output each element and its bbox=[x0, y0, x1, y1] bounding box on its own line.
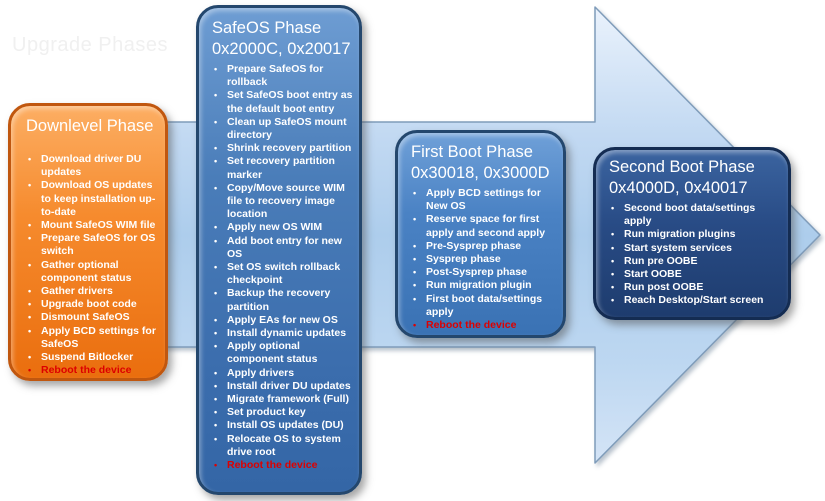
phase-item: • Apply new OS WIM bbox=[214, 221, 323, 234]
bullet-icon: • bbox=[214, 420, 218, 431]
bullet-icon: • bbox=[214, 341, 218, 352]
bullet-icon: • bbox=[28, 154, 32, 164]
phase-item: • Download driver DU updates bbox=[28, 153, 142, 179]
bullet-icon: • bbox=[28, 325, 32, 336]
phase-item: • Pre-Sysprep phase bbox=[413, 239, 522, 252]
bullet-icon: • bbox=[28, 299, 32, 310]
bullet-icon: • bbox=[413, 293, 417, 304]
phase-item: • Apply drivers bbox=[214, 366, 295, 379]
bullet-icon: • bbox=[214, 156, 218, 167]
phase-item: • Set recovery partition marker bbox=[214, 155, 335, 181]
phase-item: • Reboot the device bbox=[28, 364, 132, 377]
phase-item: • Shrink recovery partition bbox=[214, 142, 352, 155]
phase-item: • Reboot the device bbox=[413, 319, 517, 332]
phase-header bbox=[212, 18, 353, 60]
bullet-icon: • bbox=[611, 229, 615, 240]
phase-item: • Second boot data/settings apply bbox=[611, 202, 756, 228]
phase-panel-safeos bbox=[196, 5, 362, 495]
phase-item: • Mount SafeOS WIM file bbox=[28, 219, 156, 232]
phase-item-list bbox=[26, 153, 157, 377]
bullet-icon: • bbox=[28, 233, 32, 244]
phase-item: • Suspend Bitlocker bbox=[28, 351, 134, 364]
bullet-icon: • bbox=[214, 235, 218, 246]
bullet-icon: • bbox=[611, 269, 615, 280]
phase-item: • Apply BCD settings for SafeOS bbox=[28, 324, 156, 350]
bullet-icon: • bbox=[214, 182, 218, 193]
phase-item: • Reserve space for first apply and second apply bbox=[413, 213, 546, 239]
phase-panel-firstboot bbox=[395, 130, 566, 338]
phase-item: • Apply optional component status bbox=[214, 340, 318, 366]
phase-item: • Copy/Move source WIM file to recovery image location bbox=[214, 181, 345, 221]
phase-item-list bbox=[609, 202, 782, 308]
bullet-icon: • bbox=[611, 295, 615, 306]
bullet-icon: • bbox=[214, 407, 218, 418]
bullet-icon: • bbox=[413, 188, 417, 198]
phase-item: • Set OS switch rollback checkpoint bbox=[214, 261, 341, 287]
phase-title: First Boot Phase bbox=[411, 143, 533, 161]
phase-item: • Install OS updates (DU) bbox=[214, 419, 344, 432]
phase-item: • Run migration plugins bbox=[611, 228, 736, 241]
bullet-icon: • bbox=[214, 328, 218, 339]
phase-header bbox=[26, 116, 157, 137]
bullet-icon: • bbox=[214, 394, 218, 405]
phase-item: • Post-Sysprep phase bbox=[413, 266, 527, 279]
phase-item-list bbox=[212, 63, 353, 472]
phase-item: • Install driver DU updates bbox=[214, 379, 351, 392]
phase-item: • Install dynamic updates bbox=[214, 327, 347, 340]
phase-item: • Run post OOBE bbox=[611, 281, 704, 294]
phase-item: • Start OOBE bbox=[611, 268, 682, 281]
background-watermark: Upgrade Phases bbox=[12, 34, 168, 56]
phase-header bbox=[609, 157, 782, 199]
phase-item: • Gather optional component status bbox=[28, 258, 132, 284]
phase-panel-downlevel bbox=[8, 103, 168, 381]
phase-item: • Apply EAs for new OS bbox=[214, 313, 338, 326]
bullet-icon: • bbox=[611, 242, 615, 253]
phase-item: • Dismount SafeOS bbox=[28, 311, 130, 324]
bullet-icon: • bbox=[214, 64, 218, 74]
phase-item: • Apply BCD settings for New OS bbox=[413, 187, 541, 213]
bullet-icon: • bbox=[214, 367, 218, 378]
bullet-icon: • bbox=[413, 267, 417, 278]
bullet-icon: • bbox=[28, 312, 32, 323]
bullet-icon: • bbox=[214, 222, 218, 233]
bullet-icon: • bbox=[413, 280, 417, 291]
phase-item: • Start system services bbox=[611, 241, 732, 254]
bullet-icon: • bbox=[214, 288, 218, 299]
bullet-icon: • bbox=[214, 460, 218, 471]
bullet-icon: • bbox=[413, 214, 417, 225]
phase-title: Downlevel Phase bbox=[26, 117, 154, 135]
bullet-icon: • bbox=[28, 180, 32, 191]
phase-item: • Relocate OS to system drive root bbox=[214, 432, 341, 458]
phase-item: • Upgrade boot code bbox=[28, 298, 137, 311]
phase-title: SafeOS Phase bbox=[212, 19, 322, 37]
bullet-icon: • bbox=[214, 314, 218, 325]
phase-item: • Prepare SafeOS for rollback bbox=[214, 63, 324, 89]
phase-item: • Sysprep phase bbox=[413, 253, 501, 266]
phase-item: • Set SafeOS boot entry as the default boot entry bbox=[214, 89, 353, 115]
bullet-icon: • bbox=[611, 255, 615, 266]
bullet-icon: • bbox=[28, 365, 32, 376]
phase-item: • Set product key bbox=[214, 406, 306, 419]
phase-item: • Add boot entry for new OS bbox=[214, 234, 342, 260]
phase-code: 0x30018, 0x3000D bbox=[411, 164, 550, 182]
phase-code: 0x4000D, 0x40017 bbox=[609, 179, 748, 197]
bullet-icon: • bbox=[214, 380, 218, 391]
phase-title: Second Boot Phase bbox=[609, 158, 755, 176]
phase-item: • First boot data/settings apply bbox=[413, 292, 543, 318]
bullet-icon: • bbox=[214, 143, 218, 154]
phase-panel-secondboot bbox=[593, 147, 791, 320]
phase-item: • Prepare SafeOS for OS switch bbox=[28, 232, 156, 258]
bullet-icon: • bbox=[28, 259, 32, 270]
phase-code: 0x2000C, 0x20017 bbox=[212, 40, 351, 58]
phase-item: • Migrate framework (Full) bbox=[214, 393, 349, 406]
phase-item: • Clean up SafeOS mount directory bbox=[214, 115, 347, 142]
phase-header bbox=[411, 142, 555, 184]
bullet-icon: • bbox=[611, 203, 615, 213]
phase-item: • Backup the recovery partition bbox=[214, 287, 331, 313]
bullet-icon: • bbox=[28, 352, 32, 363]
phase-item: • Reach Desktop/Start screen bbox=[611, 294, 764, 307]
bullet-icon: • bbox=[413, 240, 417, 251]
phase-item-list bbox=[411, 187, 555, 332]
bullet-icon: • bbox=[413, 254, 417, 265]
bullet-icon: • bbox=[413, 320, 417, 331]
phase-item: • Run pre OOBE bbox=[611, 254, 698, 267]
phase-item: • Gather drivers bbox=[28, 285, 113, 298]
phase-item: • Download OS updates to keep installation up-to-date bbox=[28, 179, 156, 218]
bullet-icon: • bbox=[214, 116, 218, 127]
bullet-icon: • bbox=[214, 262, 218, 273]
bullet-icon: • bbox=[28, 220, 32, 231]
bullet-icon: • bbox=[214, 90, 218, 101]
phase-item: • Run migration plugin bbox=[413, 279, 532, 292]
bullet-icon: • bbox=[28, 286, 32, 297]
phase-item: • Reboot the device bbox=[214, 459, 318, 472]
bullet-icon: • bbox=[214, 433, 218, 444]
bullet-icon: • bbox=[611, 282, 615, 293]
